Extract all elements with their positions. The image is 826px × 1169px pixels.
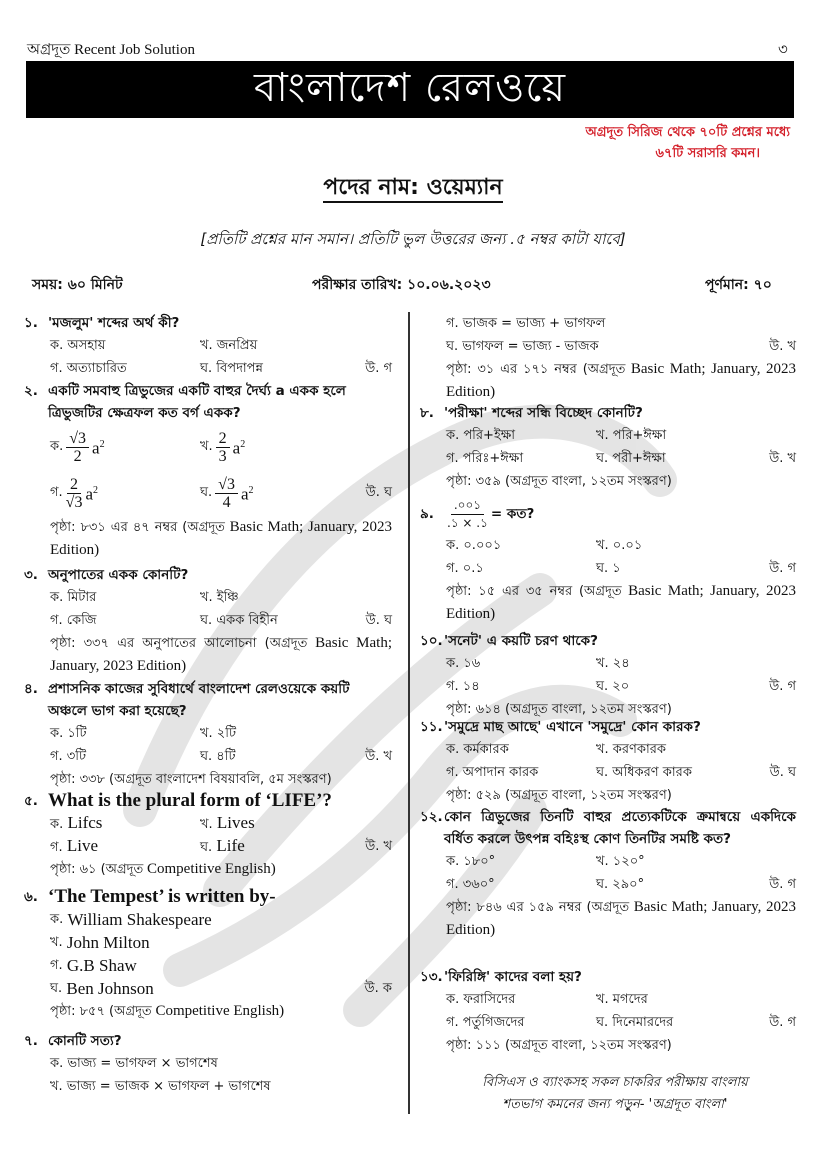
question-11	[420, 716, 796, 807]
option: ঘ. একক বিহীন	[200, 612, 278, 628]
answer: উ. গ	[365, 360, 392, 376]
option: ক. ১৬	[446, 655, 481, 671]
question-1	[24, 312, 392, 380]
reference: পৃষ্ঠা: ৮৪৬ এর ১৫৯ নম্বর (অগ্রদূত Basic Math; January, 2023 Edition)	[446, 899, 797, 938]
question-text: কোনটি সত্য?	[48, 1033, 122, 1049]
question-8	[420, 402, 796, 493]
question-7-continued	[420, 312, 796, 403]
question-9	[420, 494, 796, 625]
reference: পৃষ্ঠা: ৩১ এর ১৭১ নম্বর (অগ্রদূত Basic Math; January, 2023 Edition)	[446, 361, 796, 400]
post-title: পদের নাম: ওয়েম্যান	[0, 170, 826, 207]
option: ঘ. ভাগফল = ভাজ্য - ভাজক	[446, 338, 599, 354]
reference: পৃষ্ঠা: ৩৩৮ (অগ্রদূত বাংলাদেশ বিষয়াবলি, ৫ম সংস্করণ)	[50, 772, 332, 787]
option: William Shakespeare	[67, 909, 212, 929]
question-text: What is the plural form of ‘LIFE’?	[48, 790, 332, 811]
option: Life	[216, 835, 245, 855]
option: গ. কেজি	[50, 612, 97, 628]
question-number: ৬.	[24, 889, 38, 905]
question-number: ৯.	[420, 506, 434, 522]
question-text: 'পরীক্ষা' শব্দের সন্ধি বিচ্ছেদ কোনটি?	[444, 405, 643, 421]
answer: উ. খ	[365, 748, 392, 764]
question-5: ৫. What is the plural form of ‘LIFE’? ক. Lifcs খ. Lives গ. Live ঘ. Life উ. খ পৃষ্ঠা: ৬১ (অগ্রদূত Competitive English)	[24, 790, 392, 881]
reference: পৃষ্ঠা: ৬১৪ (অগ্রদূত বাংলা, ১২তম সংস্করণ)	[446, 702, 672, 717]
promo-line: অগ্রদূত সিরিজ থেকে ৭০টি প্রশ্নের মধ্যে	[585, 125, 790, 140]
question-text: কোন ত্রিভুজের তিনটি বাহুর প্রত্যেকটিকে ক্রমান্বয়ে একদিকে বর্ধিত করলে উৎপন্ন বহিঃস্থ কোণ তিনটির সমষ্টি কত?	[444, 809, 796, 847]
option: Lives	[216, 812, 255, 832]
question-13	[420, 966, 796, 1057]
option: খ. ১২০°	[596, 853, 645, 869]
answer: উ. গ	[769, 876, 796, 892]
promo-line: ৬৭টি সরাসরি কমন।	[655, 146, 760, 161]
option: খ. ইঞ্চি	[200, 589, 239, 605]
option: গ. পর্তুগিজদের	[446, 1014, 525, 1030]
question-number: ৫.	[24, 793, 38, 809]
option: খ. করণকারক	[596, 741, 667, 757]
question-10	[420, 630, 796, 721]
question-number: ৭.	[24, 1033, 38, 1049]
option: খ. মগদের	[596, 991, 648, 1007]
option: গ. অত্যাচারিত	[50, 360, 127, 376]
footer-line: বিসিএস ও ব্যাংকসহ সকল চাকরির পরীক্ষায় বাংলায়	[482, 1075, 748, 1090]
fraction: $\frac{.০০১}{.১ \times .১}$	[447, 497, 488, 530]
exam-date: পরীক্ষার তারিখ: ১০.০৬.২০২৩	[312, 277, 491, 293]
fraction: $\frac{√3}{2}$	[66, 430, 89, 465]
reference: পৃষ্ঠা: ৩৫৯ (অগ্রদূত বাংলা, ১২তম সংস্করণ)	[446, 474, 672, 489]
answer: উ. ক	[364, 980, 392, 996]
option: গ. ভাজক = ভাজ্য + ভাগফল	[446, 315, 606, 331]
reference: পৃষ্ঠা: ১১১ (অগ্রদূত বাংলা, ১২তম সংস্করণ)	[446, 1038, 672, 1053]
option: ঘ. অধিকরণ কারক	[596, 764, 692, 780]
running-header: অগ্রদূত Recent Job Solution	[27, 42, 195, 58]
option: ঘ. পরী+ঈক্ষা	[596, 450, 666, 466]
option: গ. ০.১	[446, 560, 484, 576]
reference: পৃষ্ঠা: ৬১ (অগ্রদূত Competitive English)	[50, 861, 276, 877]
title-banner	[26, 61, 794, 118]
question-4	[24, 678, 392, 791]
option: ঘ. ৪টি	[200, 748, 236, 764]
option: Lifcs	[67, 812, 103, 832]
question-number: ১০.	[420, 633, 443, 649]
answer: উ. ঘ	[365, 612, 392, 628]
answer: উ. খ	[365, 838, 392, 854]
answer: উ. গ	[769, 560, 796, 576]
answer: উ. গ	[769, 1014, 796, 1030]
option: ক. ১৮০°	[446, 853, 496, 869]
question-6: ৬. ‘The Tempest’ is written by- ক. William Shakespeare খ. John Milton গ. G.B Shaw ঘ. Ben Johnson উ. ক পৃষ্ঠা: ৮৫৭ (অগ্রদূত Competitive English)	[24, 886, 392, 1023]
banner-title: বাংলাদেশ রেলওয়ে	[253, 65, 567, 111]
reference: পৃষ্ঠা: ৫২৯ (অগ্রদূত বাংলা, ১২তম সংস্করণ)	[446, 788, 672, 803]
option: ক. ভাজ্য = ভাগফল × ভাগশেষ	[50, 1055, 218, 1071]
option: ক. ১টি	[50, 725, 87, 741]
instructions: [প্রতিটি প্রশ্নের মান সমান। প্রতিটি ভুল উত্তরের জন্য .৫ নম্বর কাটা যাবে]	[200, 230, 626, 248]
option: খ. ০.০১	[596, 537, 643, 553]
page-number: ৩	[778, 42, 788, 58]
question-number: ১১.	[420, 719, 443, 735]
question-number: ১.	[24, 315, 38, 331]
option: খ. পরি+ঈক্ষা	[596, 427, 667, 443]
question-3	[24, 564, 392, 677]
column-divider	[408, 312, 410, 1114]
question-text: 'মজলুম' শব্দের অর্থ কী?	[48, 315, 180, 331]
option: ঘ. বিপদাপন্ন	[200, 360, 263, 376]
fraction: $\frac{2}{3}$	[216, 430, 230, 465]
question-text: একটি সমবাহু ত্রিভুজের একটি বাহুর দৈর্ঘ্য a একক হলে ত্রিভুজটির ক্ষেত্রফল কত বর্গ একক?	[48, 383, 346, 421]
option: ঘ. ২০	[596, 678, 630, 694]
question-number: ৮.	[420, 405, 434, 421]
question-text: প্রশাসনিক কাজের সুবিধার্থে বাংলাদেশ রেলওয়েকে কয়টি অঞ্চলে ভাগ করা হয়েছে?	[48, 681, 350, 719]
fraction: $\frac{√3}{4}$	[215, 476, 238, 511]
option: গ. ৩টি	[50, 748, 87, 764]
question-number: ৩.	[24, 567, 38, 583]
fraction: $\frac{2}{√3}$	[65, 475, 83, 511]
option: গ. অপাদান কারক	[446, 764, 539, 780]
option: ঘ. ২৯০°	[596, 876, 645, 892]
option: John Milton	[66, 932, 150, 952]
question-text: অনুপাতের একক কোনটি?	[48, 567, 189, 583]
exam-time: সময়: ৬০ মিনিট	[32, 277, 123, 293]
question-2: ২. একটি সমবাহু ত্রিভুজের একটি বাহুর দৈর্ঘ্য a একক হলে ত্রিভুজটির ক্ষেত্রফল কত বর্গ একক? ক. $\frac{√3}{2}$ $a^2$ খ. $\frac{2}{3}$ $a^2$ গ. $\frac{2}{√3}$ $a^2$ ঘ. $\frac{√3}{4}$ $a^2$ উ. ঘ পৃষ্ঠা: ৮৩১ এর ৪৭ নম্বর (অগ্রদূত Basic Math; January, 2023 Edition)	[24, 380, 392, 561]
option: ক. কর্মকারক	[446, 741, 509, 757]
option: Ben Johnson	[66, 978, 154, 998]
option: খ. ভাজ্য = ভাজক × ভাগফল + ভাগশেষ	[50, 1078, 271, 1094]
answer: উ. ঘ	[365, 485, 392, 500]
answer: উ. খ	[769, 450, 796, 466]
reference: পৃষ্ঠা: ৩৩৭ এর অনুপাতের আলোচনা (অগ্রদূত Basic Math; January, 2023 Edition)	[50, 635, 393, 674]
question-7	[24, 1030, 392, 1098]
option: গ. ১৪	[446, 678, 480, 694]
question-number: ৪.	[24, 681, 38, 697]
option: ক. ০.০০১	[446, 537, 502, 553]
reference: পৃষ্ঠা: ১৫ এর ৩৫ নম্বর (অগ্রদূত Basic Math; January, 2023 Edition)	[446, 583, 797, 622]
option: খ. ২৪	[596, 655, 630, 671]
question-number: ২.	[24, 383, 38, 399]
question-number: ১৩.	[420, 969, 443, 985]
reference: পৃষ্ঠা: ৮৩১ এর ৪৭ নম্বর (অগ্রদূত Basic Math; January, 2023 Edition)	[50, 519, 393, 558]
option: ঘ. দিনেমারদের	[596, 1014, 674, 1030]
option: গ. পরিঃ+ঈক্ষা	[446, 450, 524, 466]
footer-note	[430, 1072, 800, 1116]
answer: উ. ঘ	[769, 764, 796, 780]
question-text: 'ফিরিঙ্গি' কাদের বলা হয়?	[444, 969, 582, 985]
question-text: ‘The Tempest’ is written by-	[48, 886, 276, 907]
answer: উ. খ	[769, 338, 796, 354]
option: ক. মিটার	[50, 589, 97, 605]
option: ক. অসহায়	[50, 337, 106, 353]
promo-note	[520, 122, 790, 164]
answer: উ. গ	[769, 678, 796, 694]
question-text: = কত?	[490, 506, 535, 522]
question-text: 'সমুদ্রে মাছ আছে' এখানে 'সমুদ্রে' কোন কারক?	[444, 719, 701, 735]
footer-line: শতভাগ কমনের জন্য পড়ুন- 'অগ্রদূত বাংলা'	[502, 1097, 728, 1112]
option: ক. পরি+ইক্ষা	[446, 427, 516, 443]
question-number: ১২.	[420, 809, 443, 825]
option: খ. ২টি	[200, 725, 237, 741]
option: খ. জনপ্রিয়	[200, 337, 258, 353]
option: ক. ফরাসিদের	[446, 991, 516, 1007]
option: ঘ. ১	[596, 560, 621, 576]
option: গ. ৩৬০°	[446, 876, 495, 892]
full-marks: পূর্ণমান: ৭০	[705, 277, 772, 293]
question-12	[420, 806, 796, 941]
option: G.B Shaw	[66, 955, 137, 975]
option: Live	[66, 835, 99, 855]
question-text: 'সনেট' এ কয়টি চরণ থাকে?	[444, 633, 598, 649]
reference: পৃষ্ঠা: ৮৫৭ (অগ্রদূত Competitive English)	[50, 1003, 285, 1019]
